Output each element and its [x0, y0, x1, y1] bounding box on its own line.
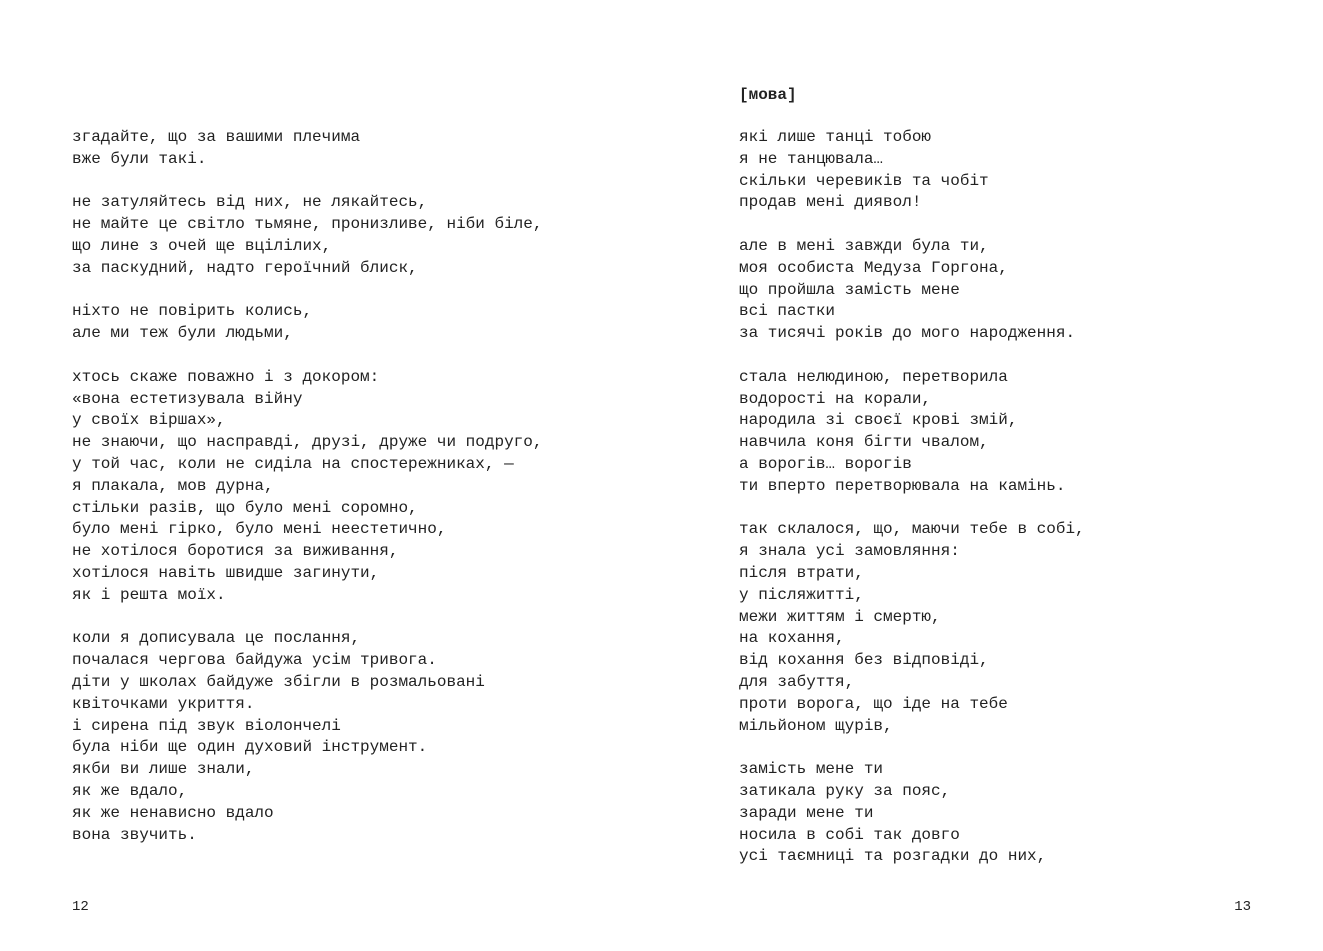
- poem-line: для забуття,: [739, 672, 855, 691]
- stanza: [72, 367, 542, 607]
- poem-line: була ніби ще один духовий інструмент.: [72, 738, 428, 757]
- poem-line: затикала руку за пояс,: [739, 781, 951, 800]
- poem-line: стала нелюдиною, перетворила: [739, 367, 1008, 386]
- poem-line: носила в собі так довго: [739, 825, 960, 844]
- stanza: [739, 759, 1085, 868]
- poem-line: що пройшла замість мене: [739, 280, 960, 299]
- poem-line: заради мене ти: [739, 803, 874, 822]
- poem-line: як же вдало,: [72, 781, 188, 800]
- poem-line: як же ненависно вдало: [72, 803, 274, 822]
- poem-line: як і решта моїх.: [72, 585, 226, 604]
- poem-line: хтось скаже поважно і з докором:: [72, 367, 380, 386]
- poem-line: я знала усі замовляння:: [739, 542, 960, 561]
- poem-line: не затуляйтесь від них, не лякайтесь,: [72, 193, 428, 212]
- poem-line: але ми теж були людьми,: [72, 324, 293, 343]
- poem-line: але в мені завжди була ти,: [739, 236, 989, 255]
- poem-line: усі таємниці та розгадки до них,: [739, 847, 1047, 866]
- poem-line: стільки разів, що було мені соромно,: [72, 498, 418, 517]
- stanza: [739, 236, 1085, 345]
- poem-line: замість мене ти: [739, 760, 884, 779]
- poem-text: [739, 127, 1085, 868]
- poem-line: які лише танці тобою: [739, 128, 932, 146]
- poem-line: ти вперто перетворювала на камінь.: [739, 476, 1066, 495]
- poem-line: а ворогів… ворогів: [739, 454, 912, 473]
- poem-line: квіточками укриття.: [72, 694, 255, 713]
- poem-line: коли я дописувала це послання,: [72, 629, 361, 648]
- poem-line: всі пастки: [739, 302, 836, 321]
- poem-text: [72, 127, 542, 846]
- poem-line: згадайте, що за вашими плечима: [72, 128, 361, 146]
- left-page: [0, 0, 661, 951]
- poem-line: я не танцювала…: [739, 149, 884, 168]
- poem-line: не хотілося боротися за виживання,: [72, 542, 399, 561]
- poem-line: народила зі своєї крові змій,: [739, 411, 1018, 430]
- poem-line: почалася чергова байдужа усім тривога.: [72, 651, 437, 670]
- stanza: [72, 192, 542, 279]
- stanza: [72, 301, 542, 345]
- poem-title: [мова]: [739, 86, 797, 104]
- right-page: [662, 0, 1323, 951]
- poem-line: у своїх віршах»,: [72, 411, 226, 430]
- poem-line: що лине з очей ще вцілілих,: [72, 236, 332, 255]
- stanza: [72, 127, 542, 171]
- stanza: [72, 628, 542, 846]
- page-number: 13: [1234, 899, 1251, 915]
- poem-line: ніхто не повірить колись,: [72, 302, 313, 321]
- poem-line: продав мені диявол!: [739, 193, 922, 212]
- poem-line: за паскудний, надто героїчний блиск,: [72, 258, 418, 277]
- poem-line: скільки черевиків та чобіт: [739, 171, 989, 190]
- poem-line: від кохання без відповіді,: [739, 651, 989, 670]
- poem-line: не знаючи, що насправді, друзі, друже чи подруго,: [72, 433, 543, 452]
- poem-line: якби ви лише знали,: [72, 760, 255, 779]
- stanza: [739, 519, 1085, 737]
- poem-line: у той час, коли не сиділа на спостережниках, —: [72, 454, 514, 473]
- poem-line: хотілося навіть швидше загинути,: [72, 563, 380, 582]
- stanza: [739, 367, 1085, 498]
- poem-line: після втрати,: [739, 563, 864, 582]
- poem-line: на кохання,: [739, 629, 845, 648]
- page-number: 12: [72, 899, 89, 915]
- stanza: [739, 127, 1085, 214]
- poem-line: за тисячі років до мого народження.: [739, 324, 1076, 343]
- poem-line: «вона естетизувала війну: [72, 389, 303, 408]
- poem-line: і сирена під звук віолончелі: [72, 716, 341, 735]
- poem-line: не майте це світло тьмяне, пронизливе, ніби біле,: [72, 215, 543, 234]
- poem-line: навчила коня бігти чвалом,: [739, 433, 989, 452]
- poem-line: так склалося, що, маючи тебе в собі,: [739, 520, 1085, 539]
- poem-line: моя особиста Медуза Горгона,: [739, 258, 1008, 277]
- poem-line: межи життям і смертю,: [739, 607, 941, 626]
- poem-line: я плакала, мов дурна,: [72, 476, 274, 495]
- poem-line: діти у школах байдуже збігли в розмальовані: [72, 672, 485, 691]
- poem-line: у післяжитті,: [739, 585, 864, 604]
- poem-line: водорості на корали,: [739, 389, 932, 408]
- poem-line: було мені гірко, було мені неестетично,: [72, 520, 447, 539]
- poem-line: вже були такі.: [72, 149, 207, 168]
- poem-line: проти ворога, що іде на тебе: [739, 694, 1008, 713]
- poem-line: вона звучить.: [72, 825, 197, 844]
- poem-line: мільйоном щурів,: [739, 716, 893, 735]
